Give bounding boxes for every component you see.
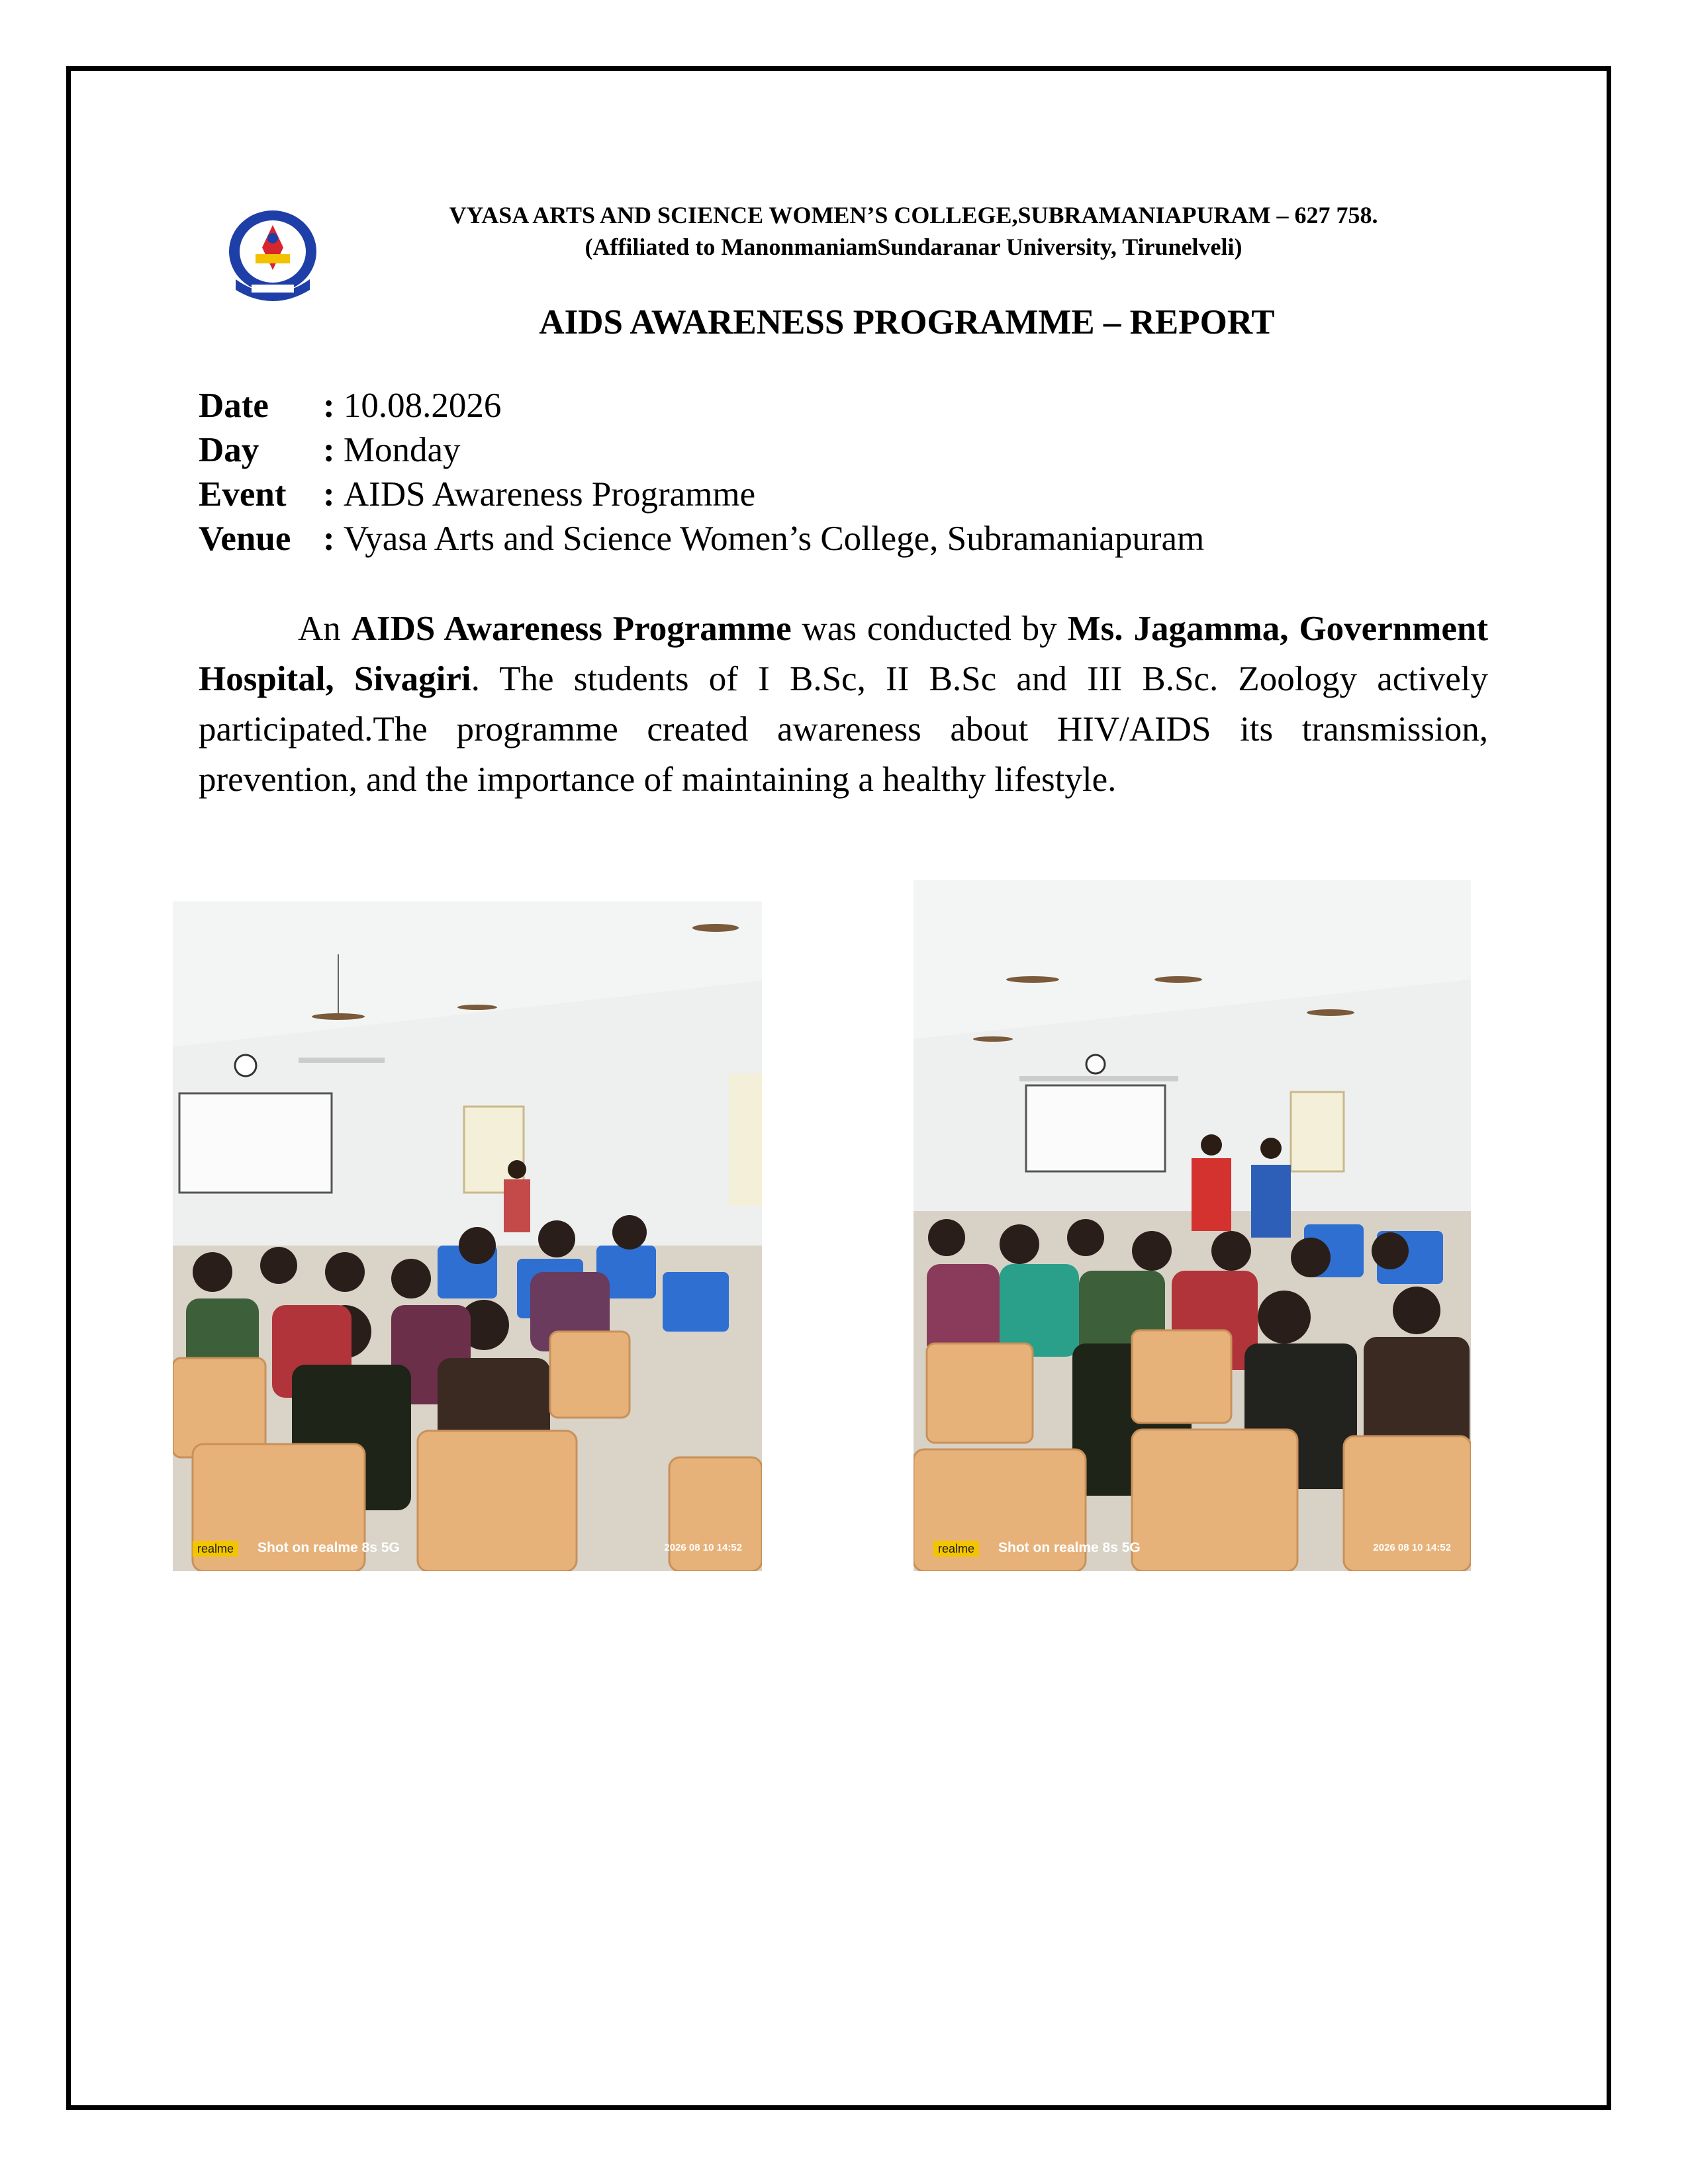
photo-watermark xyxy=(173,1539,762,1559)
event-photo-1 xyxy=(173,901,762,1571)
detail-label: Event xyxy=(199,475,287,514)
detail-event xyxy=(199,473,1523,517)
paragraph-text: . The students of I B.Sc, II B.Sc and III B.Sc. Zoology actively participated.The programme created awareness about HIV/AIDS its transmission, prevention, and the importance of maintaining a healthy lifestyle. xyxy=(199,660,1488,799)
detail-colon: : xyxy=(323,387,344,425)
college-logo xyxy=(222,206,323,307)
paragraph-text: An xyxy=(298,610,352,648)
detail-label: Venue xyxy=(199,520,291,558)
camera-brand-badge: realme xyxy=(193,1541,238,1557)
photo-timestamp: 2026 08 10 14:52 xyxy=(664,1542,742,1553)
report-title: AIDS AWARENESS PROGRAMME – REPORT xyxy=(539,303,1275,341)
detail-colon: : xyxy=(323,475,344,514)
college-name: VYASA ARTS AND SCIENCE WOMEN’S COLLEGE,SUBRAMANIAPURAM – 627 758. xyxy=(449,202,1378,228)
camera-shot-text: Shot on realme 8s 5G xyxy=(998,1540,1141,1555)
photo-watermark xyxy=(914,1539,1471,1559)
report-paragraph xyxy=(199,604,1488,805)
camera-shot-text: Shot on realme 8s 5G xyxy=(258,1540,400,1555)
event-photo-2 xyxy=(914,880,1471,1571)
detail-value: Vyasa Arts and Science Women’s College, Subramaniapuram xyxy=(343,520,1205,558)
detail-value: AIDS Awareness Programme xyxy=(343,475,756,514)
photo-timestamp: 2026 08 10 14:52 xyxy=(1373,1542,1451,1553)
detail-day xyxy=(199,428,1523,473)
affiliation-line: (Affiliated to ManonmaniamSundaranar University, Tirunelveli) xyxy=(585,234,1243,260)
detail-date xyxy=(199,384,1523,428)
detail-label: Date xyxy=(199,387,269,425)
paragraph-bold-event: AIDS Awareness Programme xyxy=(351,610,792,648)
detail-value: Monday xyxy=(343,431,461,469)
paragraph-text: was conducted by xyxy=(791,610,1068,648)
event-details xyxy=(199,384,1523,561)
detail-venue xyxy=(199,517,1523,561)
detail-colon: : xyxy=(323,520,344,558)
detail-colon: : xyxy=(323,431,344,469)
detail-value: 10.08.2026 xyxy=(343,387,502,425)
paragraph-bold-speaker: Ms. Jagamma, Government Hospital, Sivagiri xyxy=(199,610,1488,698)
camera-brand-badge: realme xyxy=(933,1541,979,1557)
detail-label: Day xyxy=(199,431,259,469)
